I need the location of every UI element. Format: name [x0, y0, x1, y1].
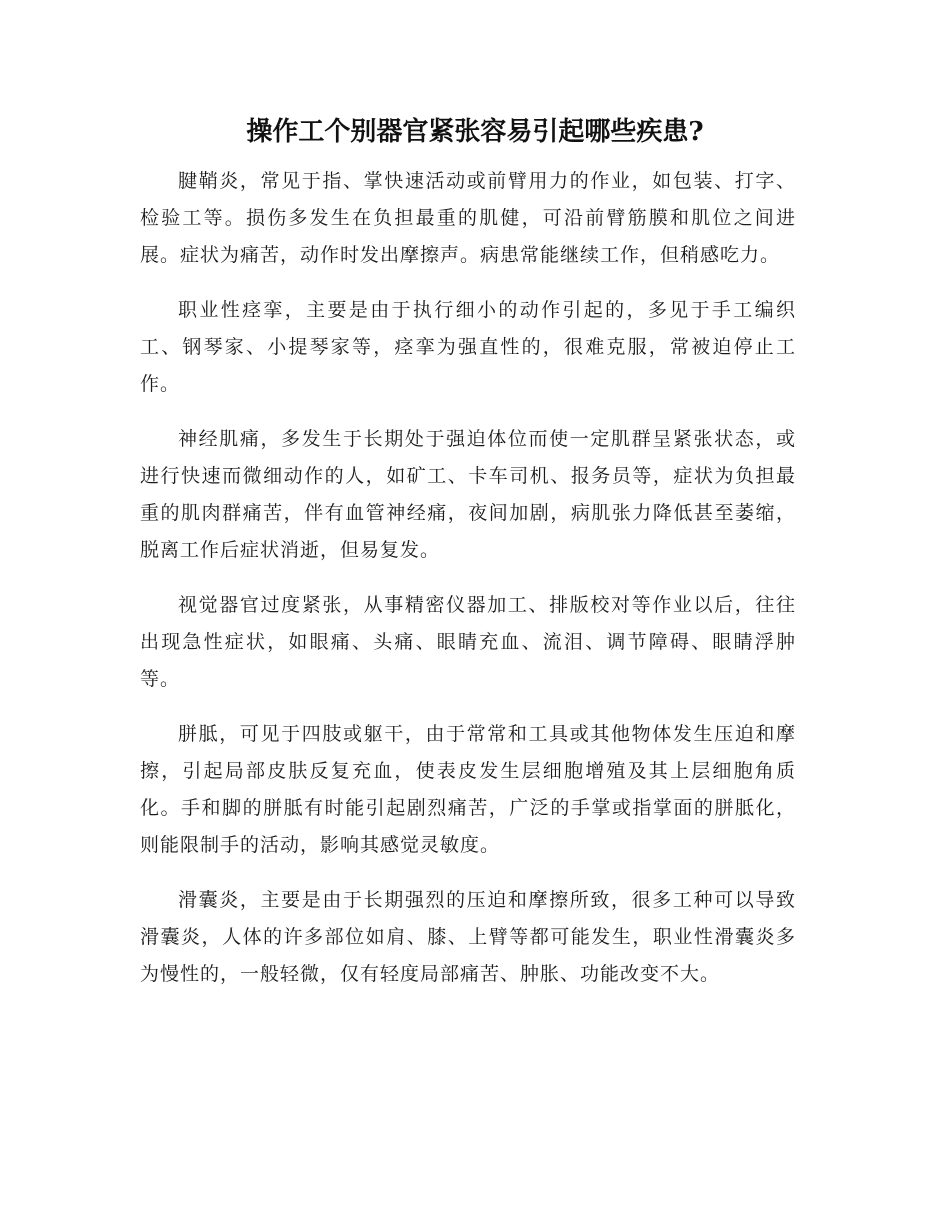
- paragraph-neuromyalgia: 神经肌痛，多发生于长期处于强迫体位而使一定肌群呈紧张状态，或进行快速而微细动作的人，如矿工、卡车司机、报务员等，症状为负担最重的肌肉群痛苦，伴有血管神经痛，夜间加剧，病肌张力降低甚至萎缩，脱离工作后症状消逝，但易复发。: [140, 428, 796, 561]
- paragraph-occupational-cramp: 职业性痉挛，主要是由于执行细小的动作引起的，多见于手工编织工、钢琴家、小提琴家等，痉挛为强直性的，很难克服，常被迫停止工作。: [140, 299, 796, 395]
- document-body: [140, 163, 796, 1011]
- paragraph-callus: 胼胝，可见于四肢或躯干，由于常常和工具或其他物体发生压迫和摩擦，引起局部皮肤反复充血，使表皮发生层细胞增殖及其上层细胞角质化。手和脚的胼胝有时能引起剧烈痛苦，广泛的手掌或指掌面的胼胝化，则能限制手的活动，影响其感觉灵敏度。: [140, 723, 796, 856]
- paragraph-tenosynovitis: 腱鞘炎，常见于指、掌快速活动或前臂用力的作业，如包装、打字、检验工等。损伤多发生在负担最重的肌健，可沿前臂筋膜和肌位之间进展。症状为痛苦，动作时发出摩擦声。病患常能继续工作，但稍感吃力。: [140, 170, 796, 266]
- paragraph-bursitis: 滑囊炎，主要是由于长期强烈的压迫和摩擦所致，很多工种可以导致滑囊炎，人体的许多部位如肩、膝、上臂等都可能发生，职业性滑囊炎多为慢性的，一般轻微，仅有轻度局部痛苦、肿胀、功能改变不大。: [140, 889, 796, 985]
- document-title: 操作工个别器官紧张容易引起哪些疾患?: [246, 117, 704, 147]
- paragraph-visual-strain: 视觉器官过度紧张，从事精密仪器加工、排版校对等作业以后，往往出现急性症状，如眼痛、头痛、眼睛充血、流泪、调节障碍、眼睛浮肿等。: [140, 594, 796, 690]
